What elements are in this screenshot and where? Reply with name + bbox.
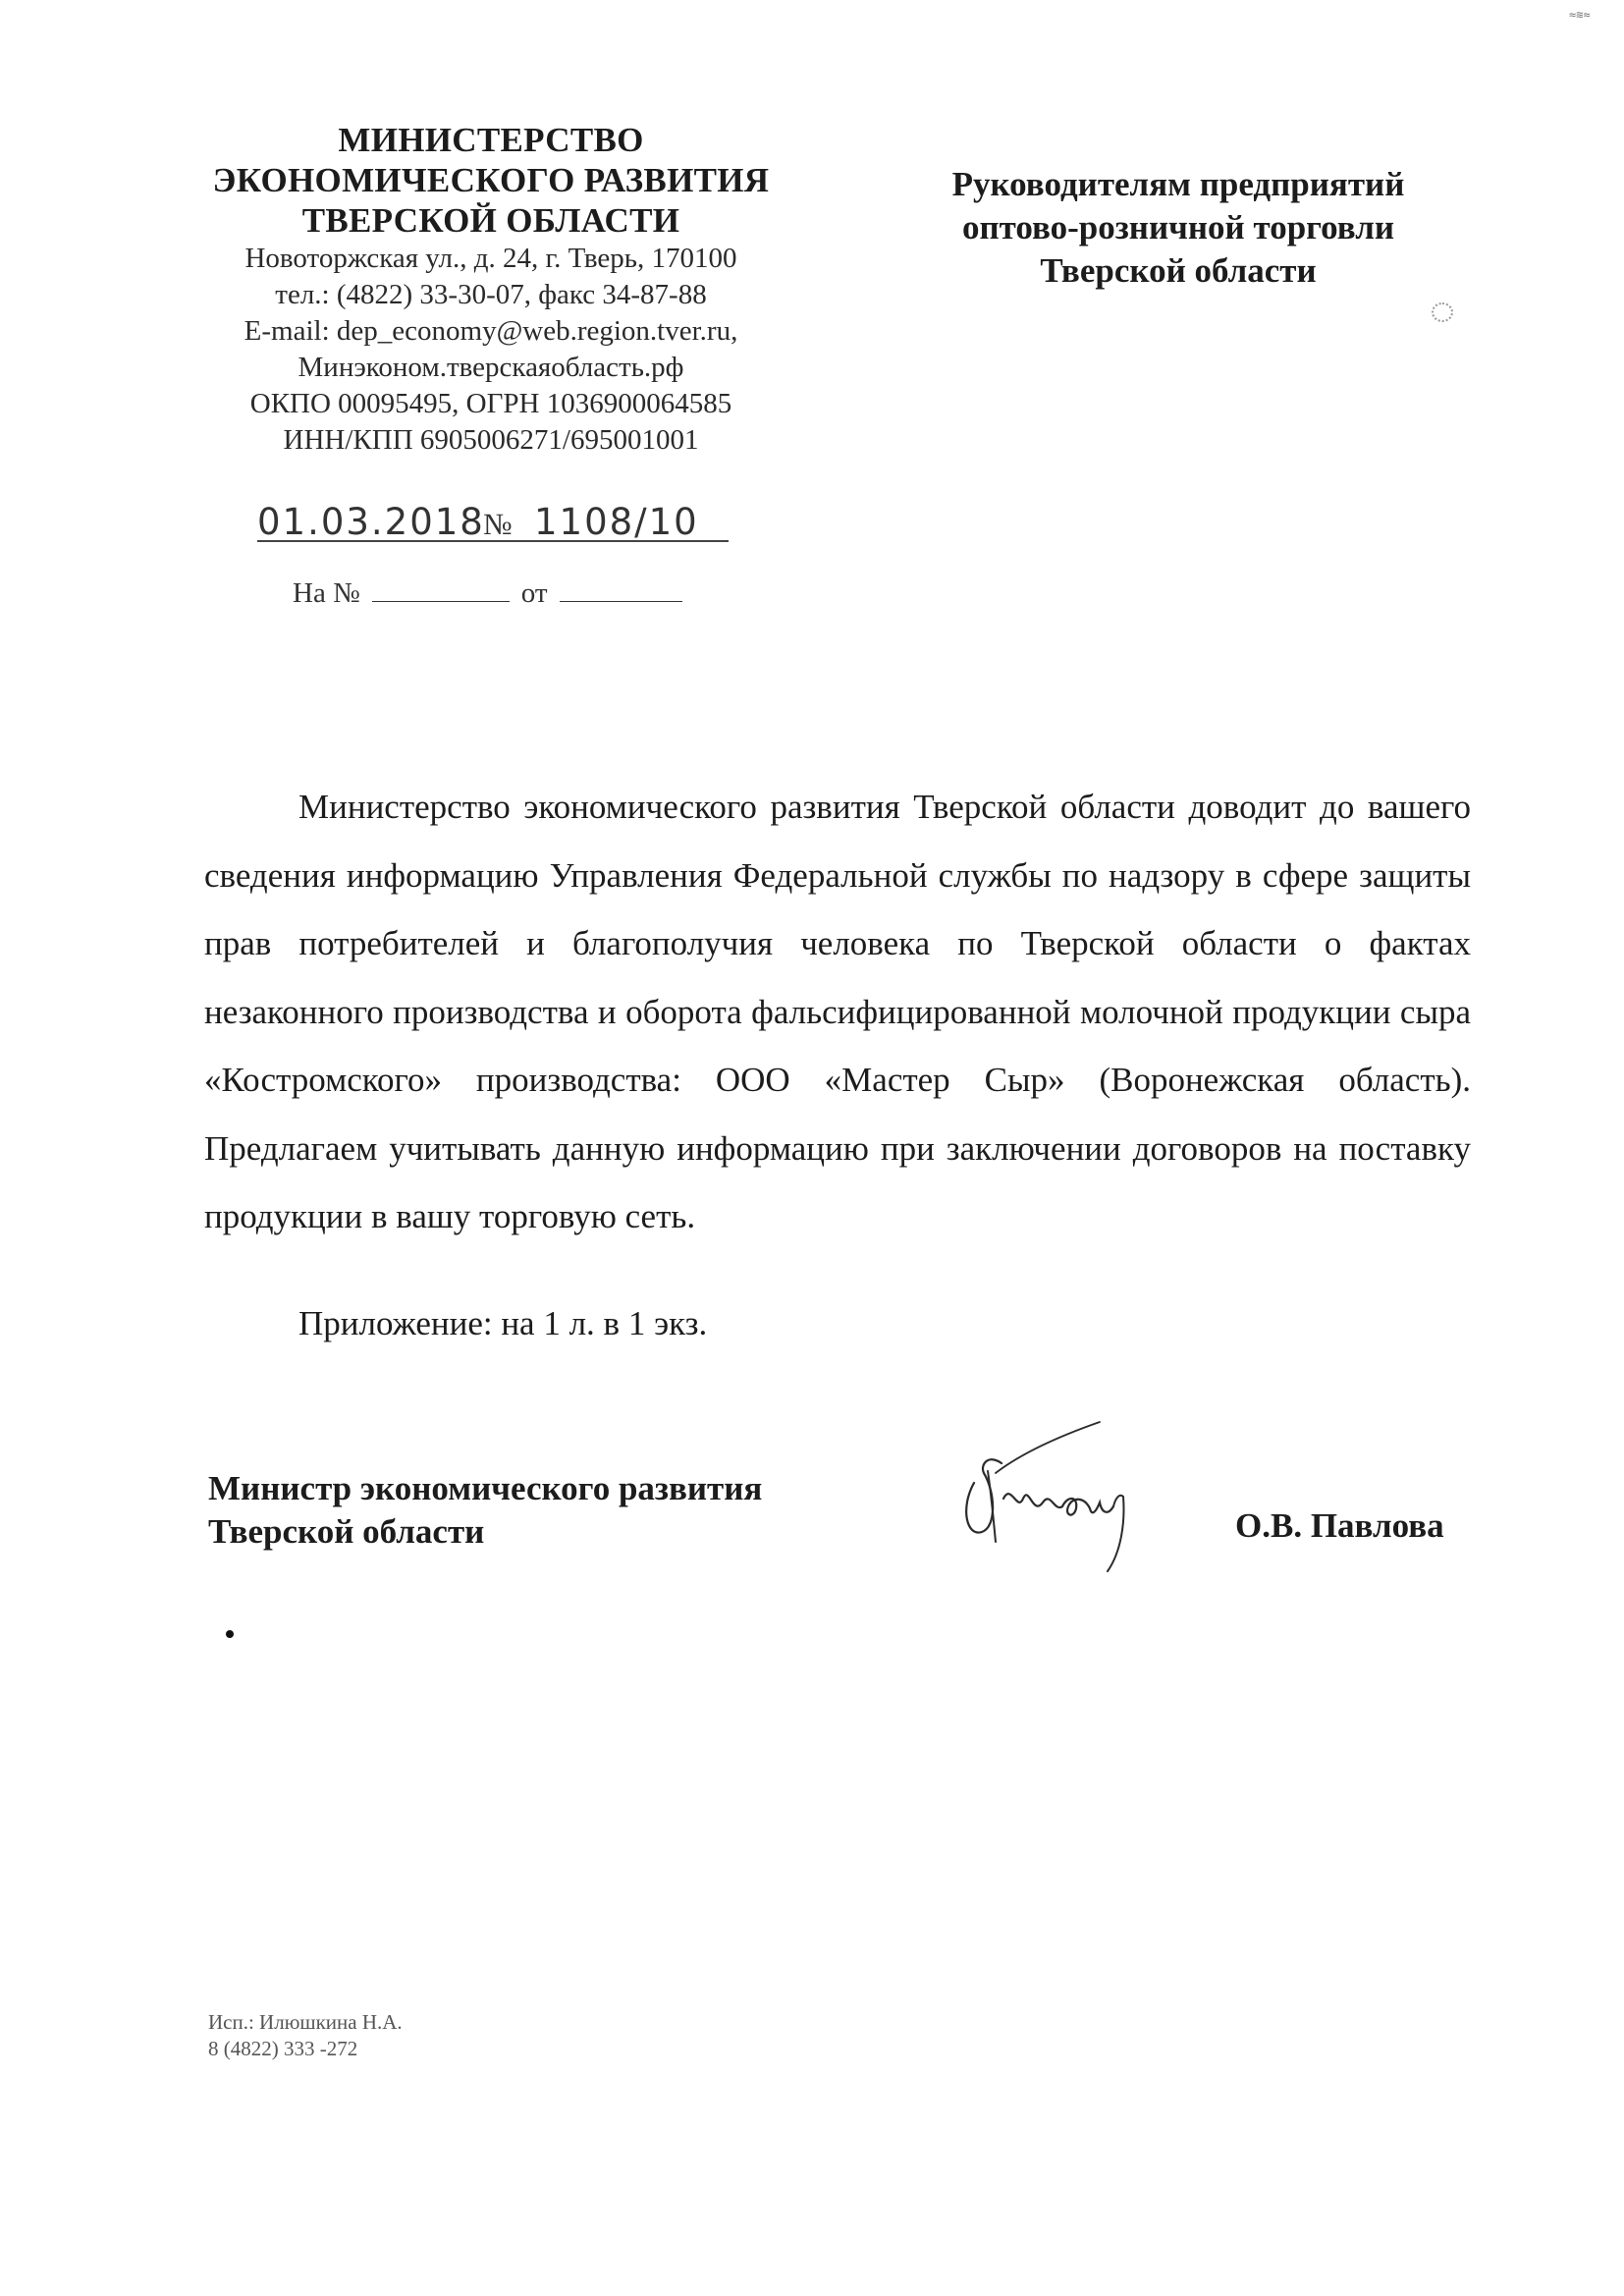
sender-website: Минэконом.тверскаяобласть.рф [298, 352, 684, 383]
registration-date: 01.03.2018 [257, 501, 485, 543]
registration-number: 1108/10 [534, 501, 699, 543]
registration-number-sign: № [483, 507, 513, 541]
sender-address: Новоторжская ул., д. 24, г. Тверь, 170100 [244, 243, 737, 274]
reference-number-blank [372, 579, 510, 602]
recipient-line-2: оптово-розничной торговли [961, 208, 1395, 246]
recipient-line-3: Тверской области [1040, 251, 1317, 290]
corner-scan-mark: ≈≋≈ [1569, 8, 1591, 22]
recipient-block [884, 163, 1473, 293]
handwritten-signature [952, 1414, 1168, 1581]
scan-smudge [1432, 302, 1453, 322]
sender-phone: тел.: (4822) 33-30-07, факс 34-87-88 [275, 279, 707, 310]
signatory-title-line-1: Министр экономического развития [208, 1469, 763, 1507]
sender-inn-kpp: ИНН/КПП 6905006271/695001001 [283, 424, 699, 456]
executor-phone: 8 (4822) 333 -272 [208, 2037, 358, 2060]
reference-line [293, 577, 682, 610]
sender-header [157, 120, 825, 459]
executor-name: Исп.: Илюшкина Н.А. [208, 2010, 403, 2034]
sender-email: E-mail: dep_economy@web.region.tver.ru, [244, 315, 738, 347]
sender-org-line-3: ТВЕРСКОЙ ОБЛАСТИ [301, 201, 680, 240]
reference-number-label: На № [293, 577, 360, 609]
reference-date-blank [560, 579, 682, 602]
executor-info [208, 2009, 403, 2062]
registration-line [257, 499, 729, 548]
attachment-note: Приложение: на 1 л. в 1 экз. [298, 1304, 708, 1342]
sender-org-line-1: МИНИСТЕРСТВО [338, 121, 644, 159]
registration-underline [257, 540, 729, 542]
letter-body [204, 773, 1471, 1251]
signer-name: О.В. Павлова [1235, 1506, 1444, 1545]
sender-okpo-ogrn: ОКПО 00095495, ОГРН 1036900064585 [249, 388, 732, 419]
recipient-line-1: Руководителям предприятий [951, 165, 1405, 203]
reference-from-label: от [520, 577, 548, 609]
signatory-title [208, 1467, 762, 1554]
stray-dot [226, 1630, 234, 1638]
body-paragraph: Министерство экономического развития Тверской области доводит до вашего сведения информацию Управления Федеральной службы по надзору в сфере защиты прав потребителей и благополучия человека по Тверской области о фактах незаконного производства и оборота фальсифицированной молочной продукции сыра «Костромского» производства: ООО «Мастер Сыр» (Воронежская область). Предлагаем учитывать данную информацию при заключении договоров на поставку продукции в вашу торговую сеть. [204, 788, 1471, 1235]
signatory-title-line-2: Тверской области [208, 1512, 485, 1551]
sender-org-line-2: ЭКОНОМИЧЕСКОГО РАЗВИТИЯ [212, 161, 770, 199]
